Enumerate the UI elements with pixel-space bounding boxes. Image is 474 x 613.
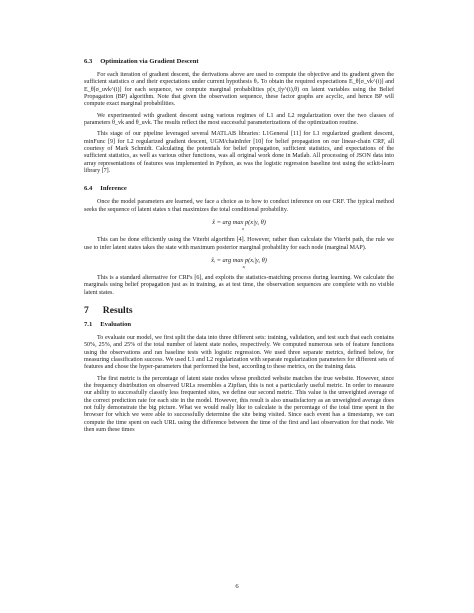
section-heading-7 [84, 305, 394, 316]
subsection-title: Evaluation [100, 320, 132, 328]
subsection-number: 6.4 [84, 185, 93, 193]
equation-subscript: xᵢ [242, 263, 246, 269]
subsection-heading-6-4 [84, 185, 394, 193]
subsection-heading-6-3 [84, 58, 394, 66]
paragraph: We experimented with gradient descent using various regimes of L1 and L2 regularization over the two classes of parameters θ_vk and θ_uvk. The results reflect the most successful parameterizations of the optimization routine. [84, 112, 394, 127]
subsection-title: Inference [100, 185, 127, 193]
subsection-heading-7-1 [84, 321, 394, 329]
paragraph: This is a standard alternative for CRFs [6], and exploits the statistics-matching process during learning. We calculate the marginals using belief propagation just as in training, as at test time, the observation sequences are complete with no visible latent states. [84, 274, 394, 296]
paragraph: For each iteration of gradient descent, the derivations above are used to compute the objective and its gradient given the sufficient statistics σ and their expectations under current hypothesis θᵢ. To obtain the required expectations E_θ[σ_vk^(i)] and E_θ[σ_uvk^(i)] for each sequence, we compute marginal probabilities p(x_t|y^(i),θ) on latent variables using the Belief Propagation (BP) algorithm. Note that given the observation sequence, these factor graphs are acyclic, and hence BP will compute exact marginal probabilities. [84, 72, 394, 108]
section-number: 7 [84, 304, 89, 316]
equation-text: x̂ = arg max p(x|y, θ) [212, 219, 266, 227]
paragraph: Once the model parameters are learned, we face a choice as to how to conduct inference on our CRF. The typical method seeks the sequence of latent states x that maximizes the total conditional probability. [84, 199, 394, 213]
equation-text: x̂ᵢ = arg max p(xᵢ|y, θ) [211, 256, 267, 264]
subsection-number: 7.1 [84, 320, 93, 328]
subsection-number: 6.3 [84, 58, 93, 65]
paragraph: The first metric is the percentage of latent state nodes whose predicted website matches the true website. However, since the frequency distribution on observed URLs resembles a Zipfian, this is not a particularly useful metric. In order to measure our ability to successfully classify less frequented sites, we define our second metric. This value is the unweighted average of the correct prediction rate for each site in the model. However, this result is also unsatisfactory as an unweighted average does not fully demonstrate the big picture. What we would really like to calculate is the percentage of the total time spent in the browser for which we were able to successfully determine the site being visited. Since each event has a timestamp, we can compute the time spent on each URL using the difference between the time of the first and last observation for that node. We then sum these times [84, 375, 394, 433]
section-title: Results [102, 304, 133, 316]
equation-viterbi [84, 219, 394, 231]
subsection-title: Optimization via Gradient Descent [100, 58, 199, 65]
paragraph: This can be done efficiently using the Viterbi algorithm [4]. However, rather than calculate the Viterbi path, the rule we use to infer latent states takes the state with maximum posterior marginal probability for each node (marginal MAP). [84, 237, 394, 251]
page-number: 6 [235, 583, 239, 590]
paragraph: To evaluate our model, we first split the data into three different sets: training, validation, and test such that each contains 50%, 25%, and 25% of the total number of latent state nodes, respectively. We computed numerous sets of feature functions using the observations and ran baseline tests with logistic regression. We used three separate metrics, defined below, for measuring classification success. We used L1 and L2 regularization with separate regularization parameters for different sets of features and chose the hyper-parameters that performed the best, according to these metrics, on the training data. [84, 334, 394, 371]
equation-marginal-map [84, 257, 394, 269]
equation-subscript: x [242, 226, 244, 232]
body-column [84, 58, 394, 438]
paragraph: This stage of our pipeline leveraged several MATLAB libraries: L1General [11] for L1 regularized gradient descent, minFunc [9] for L2 regularized gradient descent, UGM/chainInfer [10] for belief propagation on our linear-chain CRF, all courtesy of Mark Schmidt. Calculating the potentials for belief propagation, sufficient statistics, and expectations of the sufficient statistics, as well as various other functions, was all original work done in Matlab. All processing of JSON data into array representations of features was implemented in Python, as was the logistic regression baseline test using the scikit-learn library [7]. [84, 131, 394, 175]
